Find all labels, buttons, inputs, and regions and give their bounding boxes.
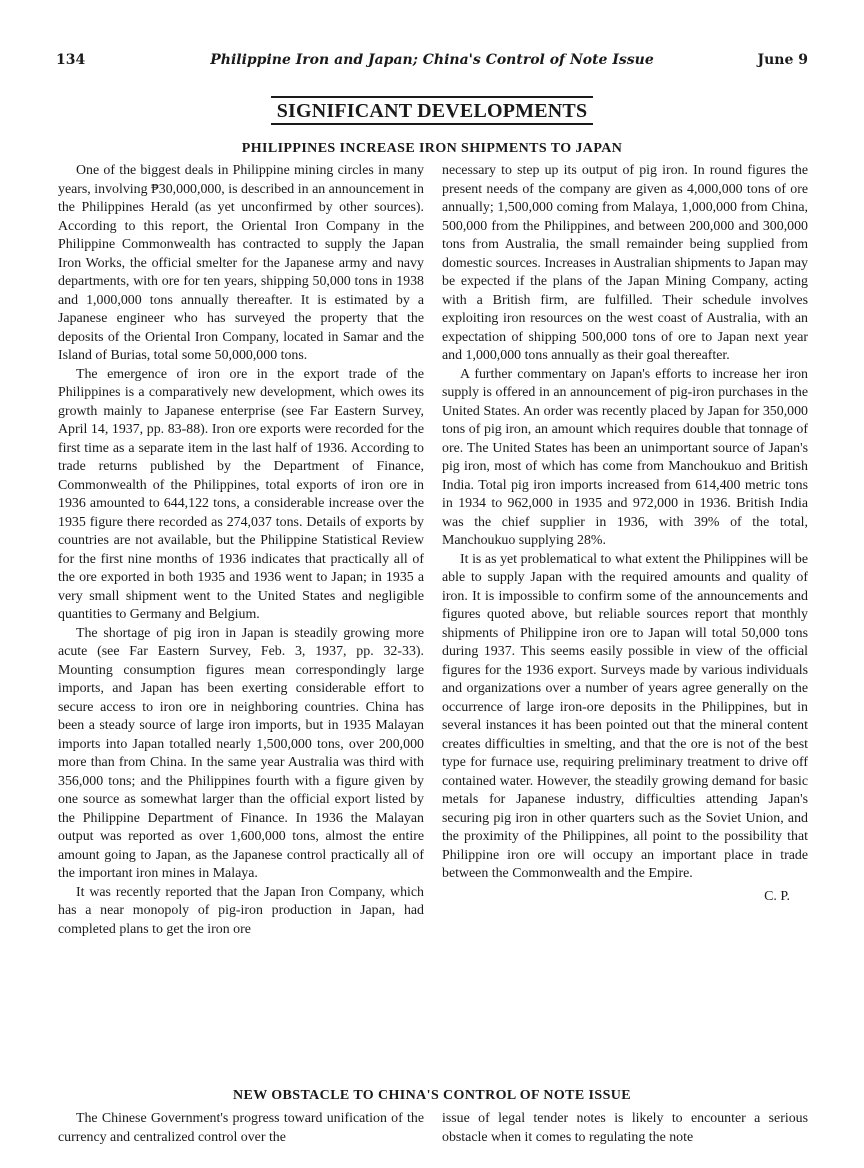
paragraph: necessary to step up its output of pig iron. In round figures the present needs of the company are given as 4,000,000 tons of ore annually; 1,500,000 coming from Malaya, 1,000,000 from China, 500,000 from the Philippines, and between 200,000 and 300,000 tons from Australia, the small remainder being supplied from domestic sources. Increases in Australian shipments to Japan may be expected if the plans of the Japan Mining Company, acting with a British firm, are fulfilled. Their schedule involves exploiting iron resources on the west coast of Australia, with an expectation of shipping 500,000 tons of ore to Japan next year and 1,000,000 tons annually as their goal thereafter.	[442, 163, 808, 363]
page-number: 134	[56, 52, 86, 68]
paragraph: The Chinese Government's progress toward unification of the currency and centralized control over the	[58, 1111, 424, 1145]
running-header	[56, 52, 808, 74]
issue-date: June 9	[757, 52, 808, 68]
author-initials: C. P.	[764, 888, 790, 904]
article-headline: PHILIPPINES INCREASE IRON SHIPMENTS TO JAPAN	[241, 141, 623, 156]
article-headline: NEW OBSTACLE TO CHINA'S CONTROL OF NOTE ISSUE	[232, 1088, 632, 1103]
paragraph: One of the biggest deals in Philippine mining circles in many years, involving ₱30,000,000, is described in an announcement in the Philippines Herald (as yet unconfirmed by other sources). According to this report, the Oriental Iron Company in the Philippine Commonwealth has contracted to supply the Japan Iron Works, the official smelter for the Japanese army and navy departments, with ore for ten years, shipping 50,000 tons in 1938 and 1,000,000 tons annually thereafter. It is estimated by a Japanese engineer who has surveyed the property that the deposits of the Oriental Iron Company, located in Samar and the Island of Burias, total some 50,000,000 tons.	[58, 163, 424, 363]
paragraph: It is as yet problematical to what extent the Philippines will be able to supply Japan with the required amounts and quality of iron. It is impossible to confirm some of the announcements and figures quoted above, but reliable sources report that monthly shipments of Philippine iron ore to Japan will total 50,000 tons during 1937. This seems easily possible in view of the official figures for the 1936 export. Surveys made by various individuals and organizations over a number of years agree generally on the occurrence of large iron-ore deposits in the Philippines, but in several instances it has been pointed out that the mineral content creates difficulties in smelting, and that the ore is not of the best type for furnace use, requiring preliminary treatment to drive off contained water. However, the steadily growing demand for basic metals for Japanese industry, difficulties attending Japan's securing pig iron in other quarters such as the Soviet Union, and the proximity of the Philippines, all point to the possibility that Philippine iron ore will occupy an important place in trade between the Commonwealth and the Empire.	[442, 551, 808, 881]
section-heading	[0, 96, 864, 125]
article-left-column	[58, 1110, 424, 1147]
paragraph: The shortage of pig iron in Japan is steadily growing more acute (see Far Eastern Survey, Feb. 3, 1937, pp. 32-33). Mounting consumption figures mean correspondingly large imports, and Japan has been exerting considerable effort to secure access to iron ore in neighboring countries. China has been a steady source of large iron imports, but in 1935 Malayan imports into Japan totalled nearly 1,500,000 tons, over 200,000 more than from China. In the same year Australia was third with 356,000 tons; and the Philippines fourth with a figure given by one source as somewhat larger than the official export listed by the Philippine Department of Finance. In 1936 the Malayan output was reported as over 1,600,000 tons, almost the entire amount going to Japan, as the Japanese control practically all of the important iron mines in Malaya.	[58, 625, 424, 881]
article-right-column	[442, 162, 808, 906]
paragraph: A further commentary on Japan's efforts to increase her iron supply is offered in an announcement of pig-iron purchases in the United States. An order was recently placed by Japan for 350,000 tons of pig iron, an amount which requires double that tonnage of ore. The United States has been an unimportant source of Japan's pig iron, most of which has come from Manchoukuo and British India. Total pig iron imports increased from 614,400 metric tons in 1934 to 962,000 in 1935 and 972,000 in 1936. British India was the chief supplier in 1936, with 39% of the total, Manchoukuo supplying 28%.	[442, 366, 808, 548]
section-title: SIGNIFICANT DEVELOPMENTS	[271, 96, 594, 125]
paragraph: The emergence of iron ore in the export trade of the Philippines is a comparatively new development, which owes its growth mainly to Japanese enterprise (see Far Eastern Survey, April 14, 1937, pp. 83-88). Iron ore exports were recorded for the first time as a separate item in the last half of 1936. According to trade returns published by the Department of Finance, Commonwealth of the Philippines, total exports of iron ore in 1936 amounted to 644,122 tons, a considerable increase over the 1935 figure there recorded as 274,037 tons. Details of exports by countries are not available, but the Philippine Statistical Review for the first nine months of 1936 indicates that practically all of the ore exported in both 1935 and 1936 went to Japan; in 1935 a very small shipment went to the United States and negligible quantities to Germany and Belgium.	[58, 366, 424, 622]
paragraph: issue of legal tender notes is likely to encounter a serious obstacle when it comes to regulating the note	[442, 1111, 808, 1145]
running-title: Philippine Iron and Japan; China's Control of Note Issue	[210, 52, 654, 68]
paragraph: It was recently reported that the Japan Iron Company, which has a near monopoly of pig-iron production in Japan, had completed plans to get the iron ore	[58, 884, 424, 937]
article-left-column	[58, 162, 424, 939]
article-right-column	[442, 1110, 808, 1147]
